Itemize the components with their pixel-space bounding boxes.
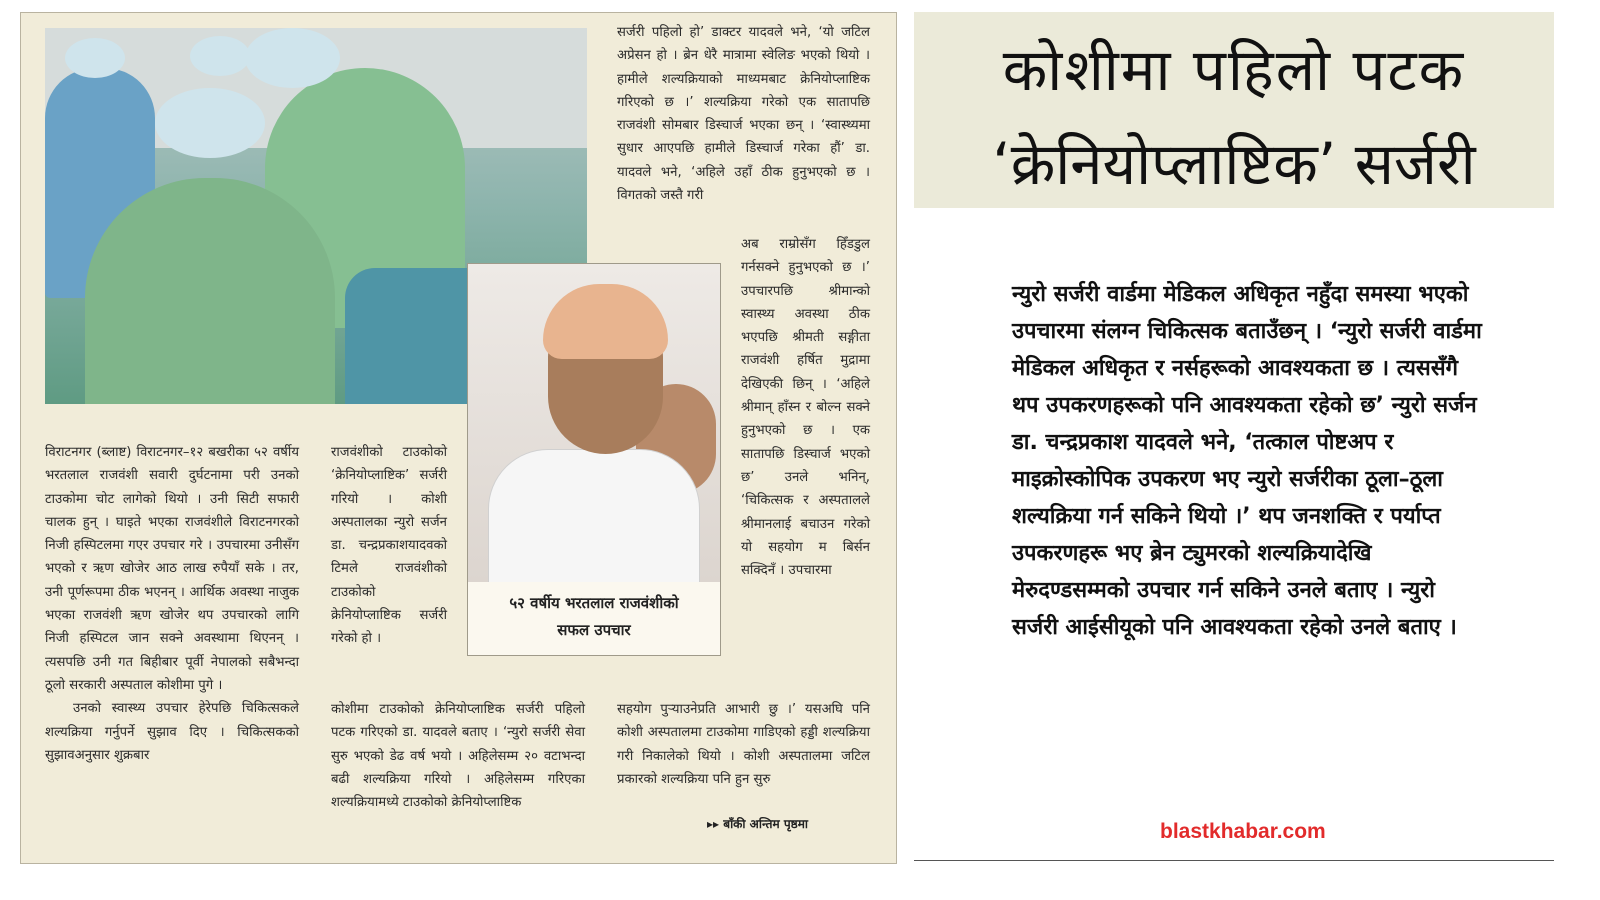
headline-line-2: ‘क्रेनियोप्लाष्टिक’ सर्जरी bbox=[992, 130, 1476, 198]
article-column-3-bottom bbox=[617, 698, 870, 791]
patient-photo bbox=[468, 264, 720, 582]
article-column-2 bbox=[331, 441, 447, 651]
column-paragraph: सहयोग पुऱ्याउनेप्रति आभारी छु ।’ यसअघि पनि कोशी अस्पतालमा टाउकोमा गाडिएको हड्डी शल्यक्रिया गरी निकालेको थियो । कोशी अस्पतालमा जटिल प्रकारको शल्यक्रिया पनि हुन सुरु bbox=[617, 702, 870, 787]
caption-line1: ५२ वर्षीय भरतलाल राजवंशीको bbox=[509, 594, 679, 612]
newspaper-clipping bbox=[20, 12, 897, 864]
column-paragraph: सर्जरी पहिलो हो’ डाक्टर यादवले भने, ‘यो जटिल अप्रेसन हो । ब्रेन धेरै मात्रामा स्वेलिङ भएको थियो । हामीले शल्यक्रियाको माध्यमबाट क्रेनियोप्लाष्टिक गरिएको छ ।’ शल्यक्रिया गरेको एक सातापछि राजवंशी सोमबार डिस्चार्ज भएका छन् । ‘स्वास्थ्यमा सुधार आएपछि हामीले डिस्चार्ज गरेका हौं’ डा. यादवले भने, ‘अहिले उहाँ ठीक हुनुभएको छ । विगतको जस्तै गरी bbox=[617, 25, 870, 204]
caption-line2: सफल उपचार bbox=[557, 621, 631, 639]
column-paragraph: राजवंशीको टाउकोको ‘क्रेनियोप्लाष्टिक’ सर्जरी गरियो । कोशी अस्पतालका न्युरो सर्जन डा. चन्द्रप्रकाशयादवको टिमले राजवंशीको टाउकोको क्रेनियोप्लाष्टिक सर्जरी गरेको हो । bbox=[331, 445, 447, 647]
source-link[interactable]: blastkhabar.com bbox=[1160, 820, 1326, 843]
continued-note: ▸▸ बाँकी अन्तिम पृष्ठमा bbox=[707, 817, 809, 831]
column-paragraph: कोशीमा टाउकोको क्रेनियोप्लाष्टिक सर्जरी पहिलो पटक गरिएको डा. यादवले बताए । ‘न्युरो सर्जरी सेवा सुरु भएको डेढ वर्ष भयो । अहिलेसम्म २० वटाभन्दा बढी शल्यक्रिया गरियो । अहिलेसम्म गरिएका शल्यक्रियामध्ये टाउकोको क्रेनियोप्लाष्टिक bbox=[331, 702, 585, 811]
article-column-2-continued bbox=[331, 698, 585, 814]
patient-photo-box bbox=[467, 263, 721, 656]
column-paragraph: अब राम्रोसँग हिँडडुल गर्नसक्ने हुनुभएको छ ।’ उपचारपछि श्रीमान्को स्वास्थ्य अवस्था ठीक भएपछि श्रीमती सङ्गीता राजवंशी हर्षित मुद्रामा देखिएकी छिन् । ‘अहिले श्रीमान् हाँस्न र बोल्न सक्ने हुनुभएको छ । एक सातापछि डिस्चार्ज भएको छ’ उनले भनिन्, ‘चिकित्सक र अस्पतालले श्रीमानलाई बचाउन गरेको यो सहयोग म बिर्सन सक्दिनँ । उपचारमा bbox=[741, 237, 870, 579]
article-column-3-narrow bbox=[741, 233, 870, 582]
article-summary: न्युरो सर्जरी वार्डमा मेडिकल अधिकृत नहुँदा समस्या भएको उपचारमा संलग्न चिकित्सक बताउँछन् । ‘न्युरो सर्जरी वार्डमा मेडिकल अधिकृत र नर्सहरूको आवश्यकता छ । त्यससँगै थप उपकरणहरूको पनि आवश्यकता रहेको छ’ न्युरो सर्जन डा. चन्द्रप्रकाश यादवले भने, ‘तत्काल पोष्टअप र माइक्रोस्कोपिक उपकरण भए न्युरो सर्जरीका ठूला–ठूला शल्यक्रिया गर्न सकिने थियो ।’ थप जनशक्ति र पर्याप्त उपकरणहरू भए ब्रेन ट्युमरको शल्यक्रियादेखि मेरुदण्डसम्मको उपचार गर्न सकिने उनले बताए । न्युरो सर्जरी आईसीयूको पनि आवश्यकता रहेको उनले बताए । bbox=[1012, 282, 1482, 640]
photo-caption bbox=[468, 590, 720, 644]
headline-line-1: कोशीमा पहिलो पटक bbox=[1002, 36, 1466, 104]
column-paragraph: उनको स्वास्थ्य उपचार हेरेपछि चिकित्सकले शल्यक्रिया गर्नुपर्ने सुझाव दिए । चिकित्सकको सुझावअनुसार शुक्रबार bbox=[45, 701, 299, 763]
headline-box bbox=[914, 12, 1554, 208]
article-column-1 bbox=[45, 441, 299, 767]
divider bbox=[914, 860, 1554, 861]
column-paragraph: विराटनगर (ब्लाष्ट) विराटनगर–१२ बखरीका ५२ वर्षीय भरतलाल राजवंशी सवारी दुर्घटनामा परी उनको टाउकोमा चोट लागेको थियो । उनी सिटी सफारी चालक हुन् । घाइते भएका राजवंशीले विराटनगरको निजी हस्पिटलमा गएर उपचार गरे । उपचारमा उनीसँग भएको र ऋण खोजेर आठ लाख रुपैयाँ सके । तर, उनी पूर्णरूपमा ठीक भएनन् । आर्थिक अवस्था नाजुक भएका राजवंशी ऋण खोजेर थप उपचारको लागि निजी हस्पिटल जान सक्ने अवस्थामा थिएनन् । त्यसपछि उनी गत बिहीबार पूर्वी नेपालको सबैभन्दा ठूलो सरकारी अस्पताल कोशीमा पुगे । bbox=[45, 445, 299, 693]
article-column-3 bbox=[617, 21, 870, 207]
